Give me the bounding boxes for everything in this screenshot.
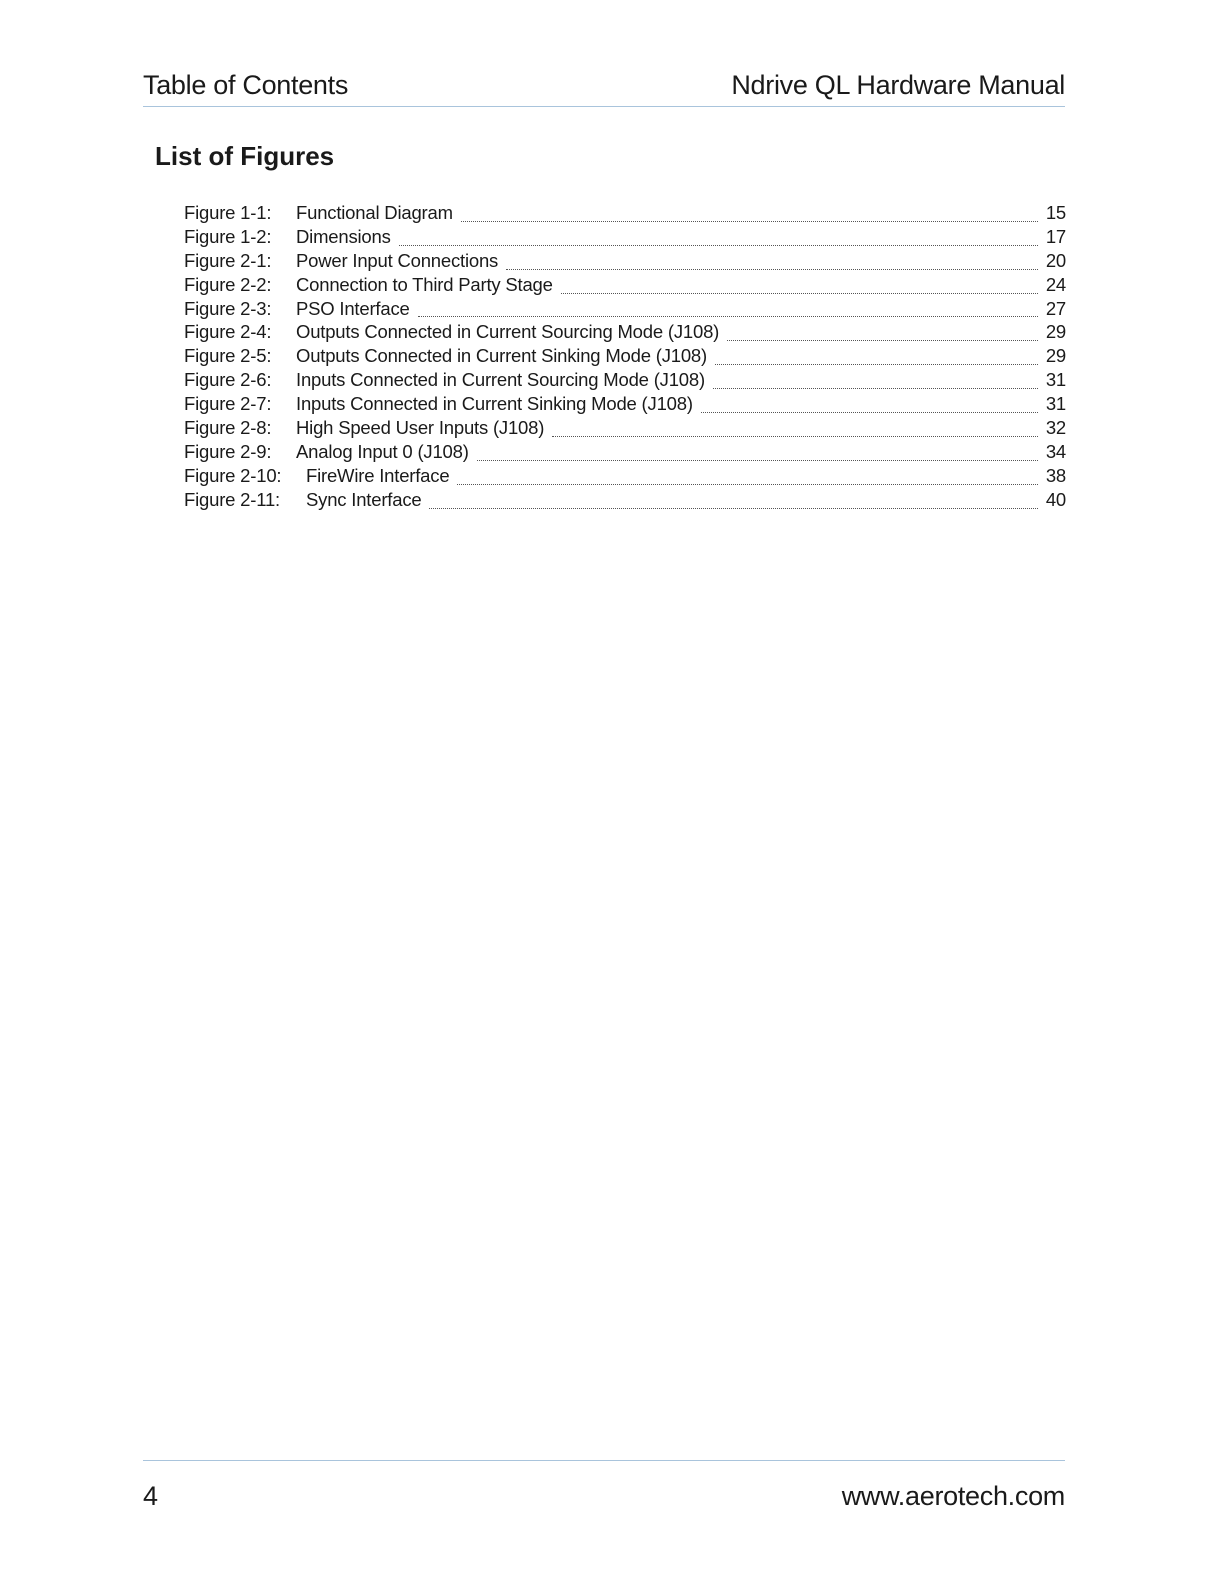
figure-page[interactable]: 40 bbox=[1045, 488, 1066, 510]
figure-title[interactable]: Dimensions bbox=[296, 225, 391, 247]
figure-entry[interactable] bbox=[184, 369, 1066, 393]
figure-entry[interactable] bbox=[184, 202, 1066, 226]
figure-number: Figure 2-2: bbox=[184, 273, 272, 295]
figure-page[interactable]: 31 bbox=[1045, 369, 1066, 391]
figure-entry[interactable] bbox=[184, 393, 1066, 417]
figure-page[interactable]: 15 bbox=[1045, 202, 1066, 223]
figure-entry[interactable] bbox=[184, 298, 1066, 322]
figure-page[interactable]: 29 bbox=[1045, 321, 1066, 343]
figure-list bbox=[184, 202, 1066, 513]
figure-entry[interactable] bbox=[184, 441, 1066, 465]
figure-number: Figure 1-1: bbox=[184, 202, 272, 223]
dot-leader bbox=[457, 483, 1038, 485]
header-section-title: Table of Contents bbox=[143, 70, 349, 100]
figure-number: Figure 2-8: bbox=[184, 417, 272, 439]
figure-entry[interactable] bbox=[184, 226, 1066, 250]
figure-entry[interactable] bbox=[184, 321, 1066, 345]
figure-title[interactable]: Sync Interface bbox=[306, 488, 422, 510]
dot-leader bbox=[715, 363, 1038, 365]
figure-page[interactable]: 29 bbox=[1045, 345, 1066, 367]
list-of-figures-heading: List of Figures bbox=[155, 141, 335, 171]
figure-entry[interactable] bbox=[184, 465, 1066, 489]
dot-leader bbox=[461, 220, 1038, 222]
dot-leader bbox=[561, 292, 1038, 294]
figure-page[interactable]: 27 bbox=[1045, 297, 1066, 319]
figure-number: Figure 2-4: bbox=[184, 321, 272, 343]
figure-page[interactable]: 34 bbox=[1045, 440, 1066, 462]
dot-leader bbox=[418, 315, 1038, 317]
figure-title[interactable]: FireWire Interface bbox=[306, 464, 450, 486]
figure-number: Figure 2-1: bbox=[184, 249, 272, 271]
dot-leader bbox=[399, 244, 1038, 246]
figure-number: Figure 2-6: bbox=[184, 369, 272, 391]
figure-entry[interactable] bbox=[184, 489, 1066, 513]
figure-entry[interactable] bbox=[184, 250, 1066, 274]
dot-leader bbox=[713, 387, 1038, 389]
figure-page[interactable]: 31 bbox=[1045, 393, 1066, 415]
page-number: 4 bbox=[143, 1481, 159, 1511]
figure-title[interactable]: Inputs Connected in Current Sourcing Mode (J108) bbox=[296, 369, 705, 391]
figure-entry[interactable] bbox=[184, 274, 1066, 298]
dot-leader bbox=[701, 411, 1038, 413]
dot-leader bbox=[429, 507, 1038, 509]
figure-title[interactable]: Outputs Connected in Current Sinking Mode (J108) bbox=[296, 345, 707, 367]
figure-page[interactable]: 32 bbox=[1045, 417, 1066, 439]
figure-number: Figure 2-10: bbox=[184, 464, 282, 486]
figure-number: Figure 2-11: bbox=[184, 488, 280, 510]
figure-title[interactable]: Connection to Third Party Stage bbox=[296, 273, 553, 295]
dot-leader bbox=[477, 459, 1038, 461]
figure-page[interactable]: 20 bbox=[1045, 249, 1066, 271]
figure-title[interactable]: PSO Interface bbox=[296, 297, 410, 319]
figure-title[interactable]: Inputs Connected in Current Sinking Mode (J108) bbox=[296, 393, 693, 415]
figure-page[interactable]: 24 bbox=[1045, 273, 1066, 295]
figure-number: Figure 2-7: bbox=[184, 393, 272, 415]
figure-number: Figure 2-9: bbox=[184, 440, 272, 462]
figure-page[interactable]: 17 bbox=[1045, 225, 1066, 247]
figure-number: Figure 2-3: bbox=[184, 297, 272, 319]
figure-page[interactable]: 38 bbox=[1045, 464, 1066, 486]
page-header bbox=[143, 68, 1065, 107]
figure-title[interactable]: Power Input Connections bbox=[296, 249, 499, 271]
figure-title[interactable]: High Speed User Inputs (J108) bbox=[296, 417, 545, 439]
figure-title[interactable]: Outputs Connected in Current Sourcing Mode (J108) bbox=[296, 321, 720, 343]
figure-title[interactable]: Functional Diagram bbox=[296, 202, 453, 223]
figure-title[interactable]: Analog Input 0 (J108) bbox=[296, 440, 469, 462]
figure-entry[interactable] bbox=[184, 417, 1066, 441]
figure-number: Figure 2-5: bbox=[184, 345, 272, 367]
page-footer bbox=[143, 1460, 1065, 1521]
dot-leader bbox=[727, 339, 1038, 341]
dot-leader bbox=[552, 435, 1038, 437]
website-link[interactable]: www.aerotech.com bbox=[841, 1481, 1065, 1511]
dot-leader bbox=[506, 268, 1038, 270]
figure-number: Figure 1-2: bbox=[184, 225, 272, 247]
figure-entry[interactable] bbox=[184, 345, 1066, 369]
header-document-title: Ndrive QL Hardware Manual bbox=[731, 70, 1065, 100]
